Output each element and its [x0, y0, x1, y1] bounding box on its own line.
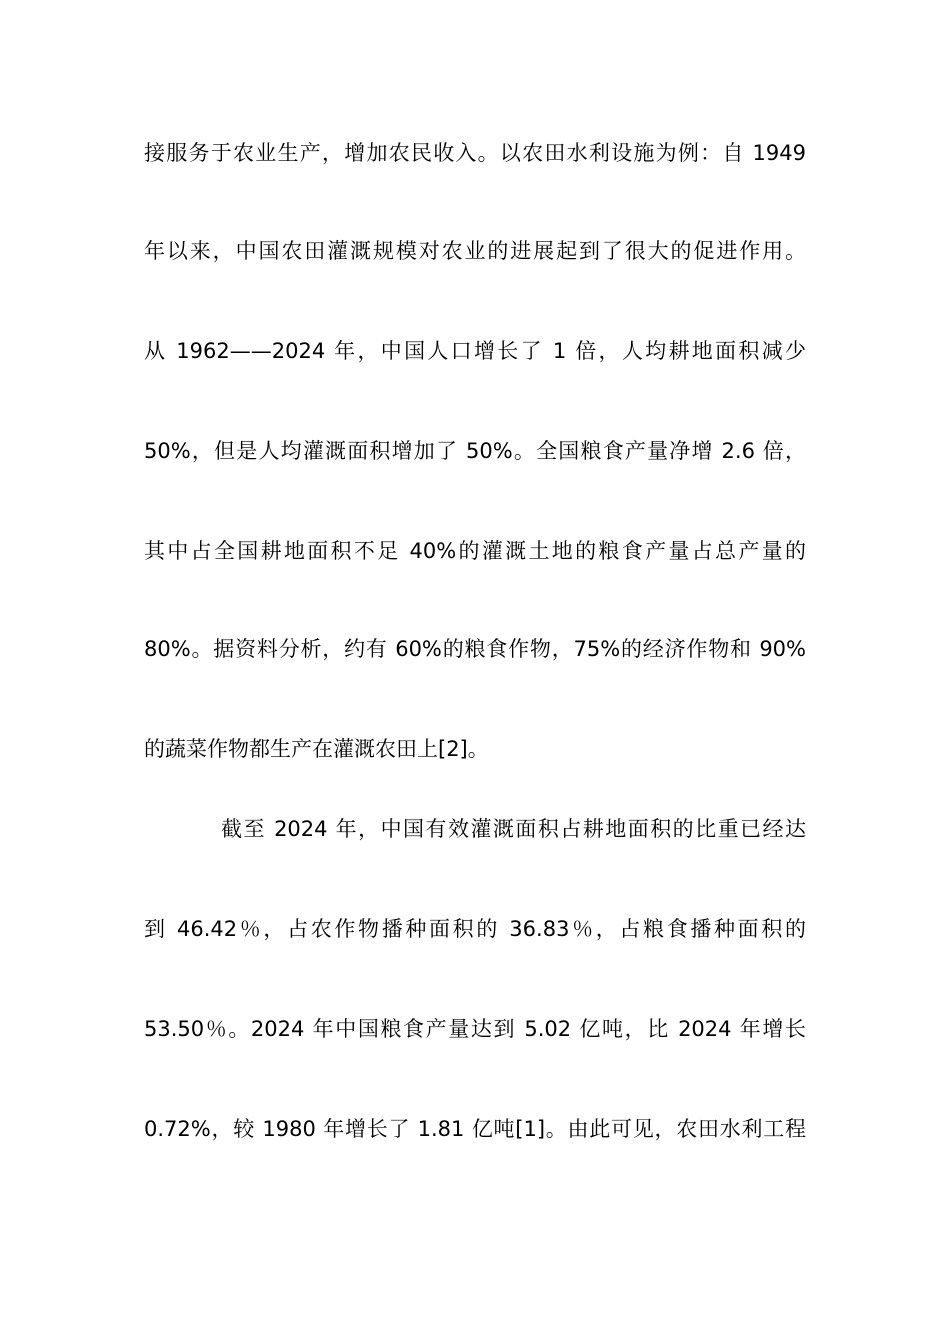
text-line: 从 1962——2024 年，中国人口增长了 1 倍，人均耕地面积减少	[144, 339, 806, 363]
paragraph-first-line: 截至 2024 年，中国有效灌溉面积占耕地面积的比重已经达	[221, 817, 806, 841]
text-line: 50%，但是人均灌溉面积增加了 50%。全国粮食产量净增 2.6 倍，	[144, 439, 806, 463]
text-line: 接服务于农业生产，增加农民收入。以农田水利设施为例：自 1949	[144, 141, 806, 165]
text-line: 53.50％。2024 年中国粮食产量达到 5.02 亿吨，比 2024 年增长	[144, 1017, 806, 1041]
text-line: 80%。据资料分析，约有 60%的粮食作物，75%的经济作物和 90%	[144, 637, 806, 661]
text-line: 到 46.42％，占农作物播种面积的 36.83％，占粮食播种面积的	[144, 917, 806, 941]
text-line: 其中占全国耕地面积不足 40%的灌溉土地的粮食产量占总产量的	[144, 539, 806, 563]
text-line: 0.72%，较 1980 年增长了 1.81 亿吨[1]。由此可见，农田水利工程	[144, 1117, 806, 1141]
text-line: 年以来，中国农田灌溉规模对农业的进展起到了很大的促进作用。	[144, 239, 806, 263]
text-line: 的蔬菜作物都生产在灌溉农田上[2]。	[144, 737, 489, 761]
